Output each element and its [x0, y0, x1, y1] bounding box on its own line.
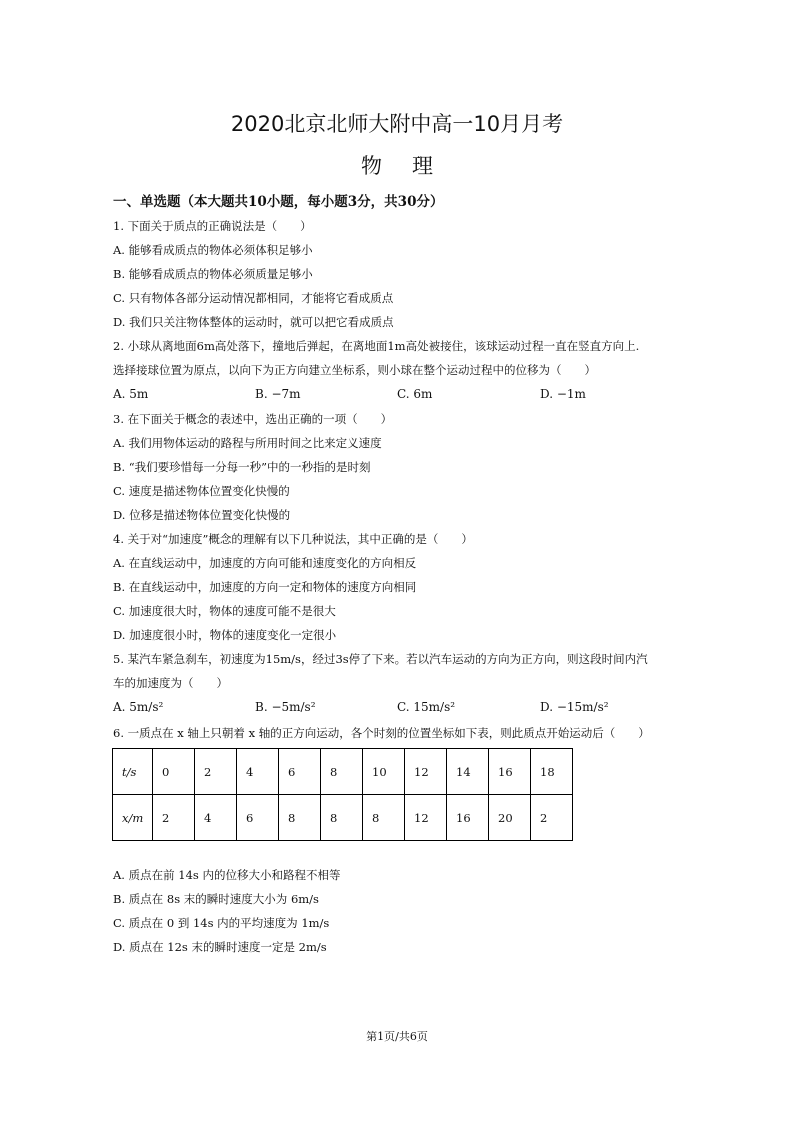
question-1-option-b: B. 能够看成质点的物体必须质量足够小 — [113, 267, 313, 281]
question-2-stem-line2: 选择接球位置为原点，以向下为正方向建立坐标系，则小球在整个运动过程中的位移为（ ） — [113, 363, 596, 377]
table-cell: 2 — [195, 749, 237, 795]
table-row — [113, 749, 573, 795]
table-cell: 2 — [153, 795, 195, 841]
table-cell: 20 — [489, 795, 531, 841]
table-cell: 16 — [447, 795, 489, 841]
question-5-option-a: A. 5m/s² — [113, 700, 164, 714]
question-1-option-c: C. 只有物体各部分运动情况都相同，才能将它看成质点 — [113, 291, 394, 305]
table-header-cell: x/m — [113, 795, 153, 841]
question-5-option-d: D. −15m/s² — [540, 700, 609, 714]
table-cell: 10 — [363, 749, 405, 795]
question-4-option-a: A. 在直线运动中，加速度的方向可能和速度变化的方向相反 — [113, 556, 417, 570]
table-header-cell: t/s — [113, 749, 153, 795]
position-time-table — [112, 748, 573, 841]
question-5-option-c: C. 15m/s² — [397, 700, 456, 714]
page-footer: 第1页/共6页 — [366, 1030, 428, 1043]
table-cell: 8 — [321, 749, 363, 795]
question-5-stem-line1: 5. 某汽车紧急刹车，初速度为15m/s，经过3s停了下来。若以汽车运动的方向为正方向，则这段时间内汽 — [113, 652, 648, 666]
page-title: 2020北京北师大附中高一10月月考 — [230, 112, 564, 136]
question-1-option-d: D. 我们只关注物体整体的运动时，就可以把它看成质点 — [113, 315, 394, 329]
question-2-option-d: D. −1m — [540, 387, 586, 401]
table-cell: 6 — [237, 795, 279, 841]
question-3-option-a: A. 我们用物体运动的路程与所用时间之比来定义速度 — [113, 436, 382, 450]
table-row — [113, 795, 573, 841]
question-1-stem: 1. 下面关于质点的正确说法是（ ） — [113, 219, 312, 233]
question-3-option-b: B. “我们要珍惜每一分每一秒”中的一秒指的是时刻 — [113, 460, 371, 474]
question-2-option-c: C. 6m — [397, 387, 433, 401]
question-5-option-b: B. −5m/s² — [255, 700, 316, 714]
question-2-option-b: B. −7m — [255, 387, 301, 401]
question-3-option-d: D. 位移是描述物体位置变化快慢的 — [113, 508, 291, 522]
table-cell: 8 — [321, 795, 363, 841]
section-heading: 一、单选题（本大题共10小题，每小题3分，共30分） — [113, 194, 444, 210]
question-6-option-d: D. 质点在 12s 末的瞬时速度一定是 2m/s — [113, 940, 327, 954]
table-cell: 12 — [405, 749, 447, 795]
table-cell: 14 — [447, 749, 489, 795]
table-cell: 0 — [153, 749, 195, 795]
table-cell: 2 — [531, 795, 573, 841]
question-3-stem: 3. 在下面关于概念的表述中，选出正确的一项（ ） — [113, 412, 393, 426]
question-6-option-c: C. 质点在 0 到 14s 内的平均速度为 1m/s — [113, 916, 330, 930]
table-cell: 8 — [279, 795, 321, 841]
table-cell: 4 — [195, 795, 237, 841]
question-6-option-b: B. 质点在 8s 末的瞬时速度大小为 6m/s — [113, 892, 319, 906]
question-2-stem-line1: 2. 小球从离地面6m高处落下，撞地后弹起，在离地面1m高处被接住，该球运动过程一直在竖直方向上. — [113, 339, 640, 353]
question-4-option-d: D. 加速度很小时，物体的速度变化一定很小 — [113, 628, 337, 642]
table-cell: 18 — [531, 749, 573, 795]
table-cell: 12 — [405, 795, 447, 841]
table-cell: 16 — [489, 749, 531, 795]
question-5-stem-line2: 车的加速度为（ ） — [113, 676, 228, 690]
subject-title: 物理 — [361, 154, 463, 178]
table-cell: 4 — [237, 749, 279, 795]
question-6-stem: 6. 一质点在 x 轴上只朝着 x 轴的正方向运动，各个时刻的位置坐标如下表，则此质点开始运动后（ ） — [113, 726, 650, 740]
question-6-option-a: A. 质点在前 14s 内的位移大小和路程不相等 — [113, 868, 341, 882]
table-cell: 8 — [363, 795, 405, 841]
question-2-option-a: A. 5m — [113, 387, 149, 401]
question-4-stem: 4. 关于对“加速度”概念的理解有以下几种说法，其中正确的是（ ） — [113, 532, 473, 546]
question-3-option-c: C. 速度是描述物体位置变化快慢的 — [113, 484, 290, 498]
question-4-option-b: B. 在直线运动中，加速度的方向一定和物体的速度方向相同 — [113, 580, 417, 594]
question-4-option-c: C. 加速度很大时，物体的速度可能不是很大 — [113, 604, 336, 618]
table-cell: 6 — [279, 749, 321, 795]
question-1-option-a: A. 能够看成质点的物体必须体积足够小 — [113, 243, 313, 257]
